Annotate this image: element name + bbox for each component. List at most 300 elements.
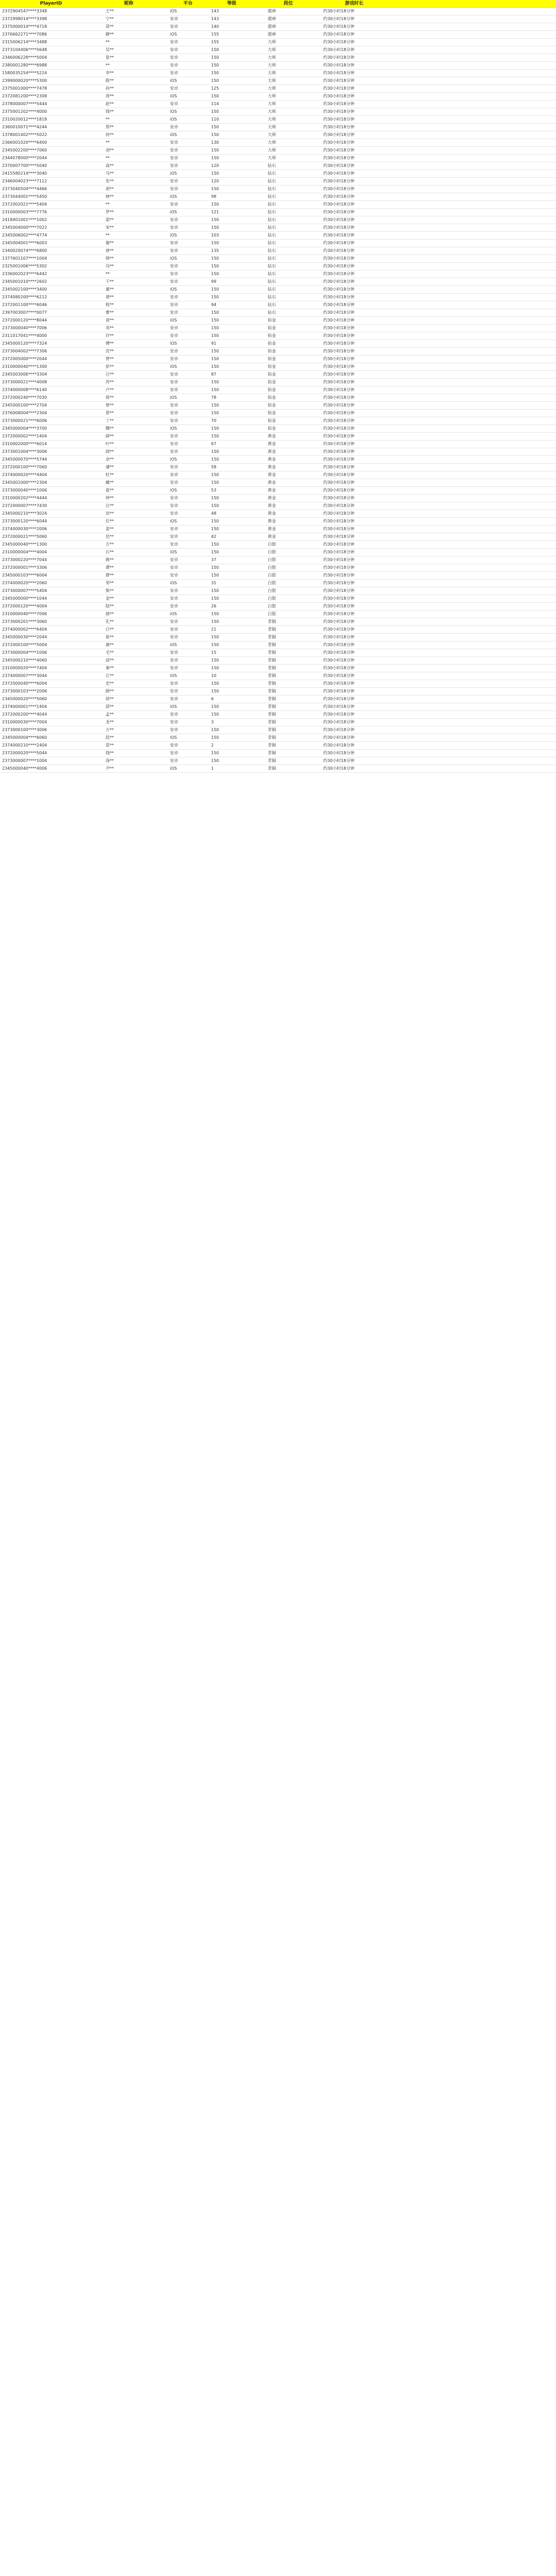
table-cell[interactable]: 青铜 [268, 704, 276, 709]
table-cell[interactable]: 约30小时18分钟 [323, 125, 355, 129]
table-cell[interactable]: 安卓 [170, 511, 178, 516]
table-cell[interactable]: 2374080200****6212 [2, 295, 47, 299]
table-cell[interactable]: iOS [170, 550, 177, 554]
table-cell[interactable]: 约30小时18分钟 [323, 496, 355, 500]
table-cell[interactable]: 约30小时18分钟 [323, 766, 355, 771]
table-cell[interactable]: 2372000020****5044 [2, 751, 47, 755]
table-cell[interactable]: 铂金 [268, 357, 276, 361]
table-cell[interactable]: 安卓 [170, 465, 178, 469]
table-cell[interactable]: 董** [106, 287, 114, 292]
table-cell[interactable]: 103 [211, 233, 219, 238]
table-cell[interactable]: 约30小时18分钟 [323, 302, 355, 307]
table-cell[interactable]: 42 [211, 534, 217, 539]
table-cell[interactable]: 150 [211, 565, 219, 570]
table-cell[interactable]: 冯** [106, 264, 114, 268]
table-cell[interactable]: 安卓 [170, 650, 178, 655]
table-cell[interactable]: 安卓 [170, 503, 178, 508]
table-cell[interactable]: 安卓 [170, 449, 178, 454]
table-cell[interactable]: 蔡** [106, 403, 114, 408]
table-cell[interactable]: 约30小时18分钟 [323, 604, 355, 608]
column-header[interactable]: 段位 [283, 1, 293, 6]
table-cell[interactable]: 万** [106, 727, 114, 732]
table-cell[interactable]: 2374000002****6404 [2, 627, 47, 632]
table-cell[interactable]: 安卓 [170, 604, 178, 608]
table-cell[interactable]: 静** [106, 32, 114, 37]
table-cell[interactable]: 2373044001****5450 [2, 194, 47, 199]
table-cell[interactable]: 陆** [106, 604, 114, 608]
table-cell[interactable]: 2373000220****7044 [2, 557, 47, 562]
table-cell[interactable]: 约30小时18分钟 [323, 55, 355, 60]
table-cell[interactable]: 2372000120****4004 [2, 604, 47, 608]
table-cell[interactable]: 150 [211, 704, 219, 709]
table-cell[interactable]: 孙** [106, 86, 114, 91]
table-cell[interactable]: 安卓 [170, 727, 178, 732]
table-cell[interactable]: 青铜 [268, 720, 276, 724]
table-cell[interactable]: 2373000120****6044 [2, 519, 47, 523]
table-cell[interactable]: 宋** [106, 225, 114, 230]
table-cell[interactable]: 2372000021****5060 [2, 534, 47, 539]
table-cell[interactable]: 2345000210****3024 [2, 511, 47, 516]
column-header[interactable]: 昵称 [124, 1, 133, 6]
table-cell[interactable]: 安卓 [170, 573, 178, 578]
table-cell[interactable]: iOS [170, 457, 177, 462]
table-cell[interactable]: 安卓 [170, 302, 178, 307]
table-cell[interactable]: 87 [211, 372, 217, 377]
table-cell[interactable]: 约30小时18分钟 [323, 132, 355, 137]
table-cell[interactable]: 钻石 [268, 295, 276, 299]
table-cell[interactable]: 2397003007****0077 [2, 310, 47, 315]
table-cell[interactable]: 铂金 [268, 418, 276, 423]
table-cell[interactable]: 2373000040****7006 [2, 326, 47, 330]
table-cell[interactable]: 150 [211, 527, 219, 531]
table-cell[interactable]: 约30小时18分钟 [323, 380, 355, 384]
table-cell[interactable]: 约30小时18分钟 [323, 612, 355, 616]
table-cell[interactable]: 114 [211, 101, 219, 106]
table-cell[interactable]: 94 [211, 302, 217, 307]
table-cell[interactable]: 约30小时18分钟 [323, 565, 355, 570]
table-cell[interactable]: iOS [170, 287, 177, 292]
table-cell[interactable]: 约30小时18分钟 [323, 364, 355, 369]
table-cell[interactable]: 高** [106, 163, 114, 168]
table-cell[interactable]: 黄金 [268, 488, 276, 493]
table-cell[interactable]: 安卓 [170, 588, 178, 593]
table-cell[interactable]: 安卓 [170, 86, 178, 91]
table-cell[interactable]: 150 [211, 326, 219, 330]
table-cell[interactable]: 白银 [268, 581, 276, 585]
table-cell[interactable]: 2315006214****3488 [2, 40, 47, 44]
table-cell[interactable]: 约30小时18分钟 [323, 233, 355, 238]
table-cell[interactable]: 2 [211, 743, 214, 748]
table-cell[interactable]: 安卓 [170, 241, 178, 245]
table-cell[interactable]: 2372000100****7060 [2, 465, 47, 469]
table-cell[interactable]: 2310020012****1818 [2, 117, 47, 122]
table-cell[interactable]: 钱** [106, 109, 114, 114]
table-cell[interactable]: 约30小时18分钟 [323, 534, 355, 539]
table-cell[interactable]: 约30小时18分钟 [323, 581, 355, 585]
table-cell[interactable]: 安卓 [170, 326, 178, 330]
table-cell[interactable]: 潘** [106, 465, 114, 469]
table-cell[interactable]: 150 [211, 457, 219, 462]
table-cell[interactable]: 约30小时18分钟 [323, 187, 355, 191]
table-cell[interactable]: 约30小时18分钟 [323, 109, 355, 114]
table-cell[interactable]: 约30小时18分钟 [323, 472, 355, 477]
table-cell[interactable]: 黄金 [268, 480, 276, 485]
table-cell[interactable]: 约30小时18分钟 [323, 287, 355, 292]
table-cell[interactable]: 约30小时18分钟 [323, 256, 355, 261]
table-cell[interactable]: 2372000200****4044 [2, 712, 47, 717]
table-cell[interactable]: 安卓 [170, 357, 178, 361]
table-cell[interactable]: 丁** [106, 418, 114, 423]
table-cell[interactable]: 150 [211, 94, 219, 98]
table-cell[interactable]: 2310000040****1300 [2, 364, 47, 369]
table-cell[interactable]: 铂金 [268, 403, 276, 408]
table-cell[interactable]: 2374000030****2006 [2, 527, 47, 531]
table-cell[interactable]: 2373104406****5648 [2, 47, 47, 52]
table-cell[interactable]: 2374000020****4404 [2, 472, 47, 477]
table-cell[interactable]: 白银 [268, 588, 276, 593]
table-cell[interactable]: 2345000070****5744 [2, 457, 47, 462]
table-cell[interactable]: 约30小时18分钟 [323, 403, 355, 408]
table-cell[interactable]: 安卓 [170, 527, 178, 531]
table-cell[interactable]: 约30小时18分钟 [323, 727, 355, 732]
table-cell[interactable]: 李** [106, 71, 114, 75]
table-cell[interactable]: 约30小时18分钟 [323, 86, 355, 91]
table-cell[interactable]: iOS [170, 210, 177, 214]
table-cell[interactable]: 田** [106, 511, 114, 516]
table-cell[interactable]: 钻石 [268, 210, 276, 214]
table-cell[interactable]: 安卓 [170, 163, 178, 168]
table-cell[interactable]: 安卓 [170, 187, 178, 191]
table-cell[interactable]: 约30小时18分钟 [323, 248, 355, 253]
table-cell[interactable]: 150 [211, 596, 219, 601]
table-cell[interactable]: 2372081200****2308 [2, 94, 47, 98]
table-cell[interactable]: 约30小时18分钟 [323, 318, 355, 323]
table-cell[interactable]: 铂金 [268, 349, 276, 353]
table-cell[interactable]: 约30小时18分钟 [323, 179, 355, 183]
table-cell[interactable]: 约30小时18分钟 [323, 295, 355, 299]
table-cell[interactable]: iOS [170, 78, 177, 83]
table-cell[interactable]: 110 [211, 117, 219, 122]
table-cell[interactable]: 钻石 [268, 233, 276, 238]
table-cell[interactable]: 安卓 [170, 472, 178, 477]
table-cell[interactable]: 曹** [106, 310, 114, 315]
table-cell[interactable]: 2374000001****1404 [2, 704, 47, 709]
table-cell[interactable]: 2372998014****3398 [2, 16, 47, 21]
table-cell[interactable]: 约30小时18分钟 [323, 658, 355, 663]
table-cell[interactable]: 夏** [106, 488, 114, 493]
table-cell[interactable]: 约30小时18分钟 [323, 372, 355, 377]
table-cell[interactable]: 黄金 [268, 457, 276, 462]
table-cell[interactable]: 傅** [106, 341, 114, 346]
table-cell[interactable]: 大师 [268, 101, 276, 106]
table-cell[interactable]: 萧** [106, 295, 114, 299]
table-cell[interactable]: 安卓 [170, 403, 178, 408]
table-cell[interactable]: 2373000007****5404 [2, 588, 47, 593]
table-cell[interactable]: 金** [106, 596, 114, 601]
table-cell[interactable]: 安卓 [170, 71, 178, 75]
table-cell[interactable]: 约30小时18分钟 [323, 542, 355, 547]
table-cell[interactable]: 155 [211, 32, 219, 37]
table-cell[interactable]: 彭** [106, 364, 114, 369]
table-cell[interactable]: 青铜 [268, 766, 276, 771]
table-cell[interactable]: 安卓 [170, 101, 178, 106]
table-cell[interactable]: 青铜 [268, 735, 276, 740]
table-cell[interactable]: 2415580214****3040 [2, 171, 47, 176]
column-header[interactable]: 游戏时长 [344, 1, 363, 6]
table-cell[interactable]: 马** [106, 171, 114, 176]
table-cell[interactable]: 70 [211, 418, 217, 423]
table-cell[interactable]: 廖** [106, 573, 114, 578]
table-cell[interactable]: iOS [170, 341, 177, 346]
table-cell[interactable]: 2346004023****7112 [2, 179, 47, 183]
table-cell[interactable]: 黄金 [268, 503, 276, 508]
table-cell[interactable]: 约30小时18分钟 [323, 650, 355, 655]
table-cell[interactable]: 石** [106, 550, 114, 554]
table-cell[interactable]: 约30小时18分钟 [323, 279, 355, 284]
table-cell[interactable]: 150 [211, 364, 219, 369]
table-cell[interactable]: 150 [211, 619, 219, 624]
table-cell[interactable]: 黄金 [268, 511, 276, 516]
table-cell[interactable]: 2310000040****7006 [2, 612, 47, 616]
table-cell[interactable]: iOS [170, 9, 177, 13]
table-cell[interactable]: 白银 [268, 604, 276, 608]
table-cell[interactable]: 铂金 [268, 364, 276, 369]
table-cell[interactable]: 张** [106, 55, 114, 60]
table-cell[interactable]: 2310000003****7776 [2, 210, 47, 214]
table-cell[interactable]: 2310000030****7004 [2, 720, 47, 724]
table-cell[interactable]: 铂金 [268, 341, 276, 346]
table-cell[interactable]: 15 [211, 650, 217, 655]
table-cell[interactable]: 约30小时18分钟 [323, 241, 355, 245]
table-cell[interactable]: 约30小时18分钟 [323, 395, 355, 400]
table-cell[interactable]: 21 [211, 627, 217, 632]
table-cell[interactable]: 姚** [106, 557, 114, 562]
table-cell[interactable]: 约30小时18分钟 [323, 596, 355, 601]
table-cell[interactable]: 2373004002****7306 [2, 349, 47, 353]
table-cell[interactable]: 雷** [106, 743, 114, 748]
table-cell[interactable]: 安卓 [170, 140, 178, 145]
table-cell[interactable]: 安卓 [170, 264, 178, 268]
table-cell[interactable]: 安卓 [170, 387, 178, 392]
table-cell[interactable]: 150 [211, 689, 219, 693]
table-cell[interactable]: 约30小时18分钟 [323, 519, 355, 523]
table-cell[interactable]: 约30小时18分钟 [323, 527, 355, 531]
table-cell[interactable]: 150 [211, 727, 219, 732]
table-cell[interactable]: 约30小时18分钟 [323, 480, 355, 485]
table-cell[interactable]: 约30小时18分钟 [323, 16, 355, 21]
table-cell[interactable]: 林** [106, 194, 114, 199]
table-cell[interactable]: 2345000040****4006 [2, 766, 47, 771]
table-cell[interactable]: 2345004000****7022 [2, 225, 47, 230]
table-cell[interactable]: 郝** [106, 612, 114, 616]
table-cell[interactable]: 150 [211, 519, 219, 523]
table-cell[interactable]: 3 [211, 720, 214, 724]
table-cell[interactable]: 约30小时18分钟 [323, 411, 355, 415]
table-cell[interactable]: 2372000001****3306 [2, 565, 47, 570]
table-cell[interactable]: 135 [211, 248, 219, 253]
table-cell[interactable]: 130 [211, 140, 219, 145]
table-cell[interactable]: 安卓 [170, 411, 178, 415]
table-cell[interactable]: 约30小时18分钟 [323, 426, 355, 431]
table-cell[interactable]: 2310000202****4444 [2, 496, 47, 500]
table-cell[interactable]: 约30小时18分钟 [323, 9, 355, 13]
table-cell[interactable]: 2345000100****2704 [2, 403, 47, 408]
table-cell[interactable]: 150 [211, 658, 219, 663]
table-cell[interactable]: 150 [211, 349, 219, 353]
table-cell[interactable]: 安卓 [170, 217, 178, 222]
table-cell[interactable]: 2373001004****3006 [2, 449, 47, 454]
table-cell[interactable]: 2374000020****2060 [2, 581, 47, 585]
table-cell[interactable]: 铂金 [268, 395, 276, 400]
table-cell[interactable]: 150 [211, 434, 219, 438]
table-cell[interactable]: 约30小时18分钟 [323, 434, 355, 438]
table-cell[interactable]: 约30小时18分钟 [323, 550, 355, 554]
table-cell[interactable]: 约30小时18分钟 [323, 712, 355, 717]
table-cell[interactable]: 31 [211, 581, 217, 585]
column-header[interactable]: 等级 [227, 1, 236, 6]
table-cell[interactable]: 约30小时18分钟 [323, 117, 355, 122]
table-cell[interactable]: 2373000021****6006 [2, 418, 47, 423]
table-cell[interactable]: 150 [211, 333, 219, 338]
table-cell[interactable]: iOS [170, 109, 177, 114]
table-cell[interactable]: 安卓 [170, 55, 178, 60]
table-cell[interactable]: 安卓 [170, 480, 178, 485]
table-cell[interactable]: 2399000020****5300 [2, 78, 47, 83]
table-cell[interactable]: 梁** [106, 217, 114, 222]
column-header[interactable]: 平台 [183, 1, 193, 6]
table-cell[interactable]: 邱** [106, 658, 114, 663]
table-cell[interactable]: 宁** [106, 16, 114, 21]
table-cell[interactable]: 约30小时18分钟 [323, 743, 355, 748]
table-cell[interactable]: 蒋** [106, 395, 114, 400]
table-cell[interactable]: 郑** [106, 125, 114, 129]
table-cell[interactable]: 钻石 [268, 194, 276, 199]
table-cell[interactable]: 1580035254****5224 [2, 71, 47, 75]
table-cell[interactable]: 大师 [268, 117, 276, 122]
table-cell[interactable]: 150 [211, 666, 219, 670]
table-cell[interactable]: 150 [211, 758, 219, 763]
table-cell[interactable]: 白银 [268, 612, 276, 616]
table-cell[interactable]: iOS [170, 194, 177, 199]
table-cell[interactable]: 铂金 [268, 411, 276, 415]
table-cell[interactable]: 121 [211, 210, 219, 214]
table-cell[interactable]: 安卓 [170, 148, 178, 152]
table-cell[interactable]: 37 [211, 557, 217, 562]
table-cell[interactable]: 白银 [268, 542, 276, 547]
table-cell[interactable]: 150 [211, 318, 219, 323]
column-header[interactable]: PlayerID [40, 1, 62, 6]
table-cell[interactable]: 2372000100****5004 [2, 642, 47, 647]
table-cell[interactable]: iOS [170, 171, 177, 176]
table-cell[interactable]: 150 [211, 503, 219, 508]
table-cell[interactable]: 150 [211, 287, 219, 292]
table-cell[interactable]: 何** [106, 132, 114, 137]
table-cell[interactable]: 安卓 [170, 596, 178, 601]
table-cell[interactable]: 安卓 [170, 349, 178, 353]
table-cell[interactable]: 秦** [106, 666, 114, 670]
table-cell[interactable]: 白银 [268, 565, 276, 570]
table-cell[interactable]: 安卓 [170, 372, 178, 377]
table-cell[interactable]: 魏** [106, 426, 114, 431]
table-cell[interactable]: 安卓 [170, 619, 178, 624]
table-cell[interactable]: 青铜 [268, 642, 276, 647]
table-cell[interactable]: 安卓 [170, 635, 178, 639]
table-cell[interactable]: 铂金 [268, 387, 276, 392]
table-cell[interactable]: 150 [211, 241, 219, 245]
table-cell[interactable]: 哥** [106, 24, 114, 29]
table-cell[interactable]: iOS [170, 318, 177, 323]
table-cell[interactable]: 谭** [106, 565, 114, 570]
table-cell[interactable]: 铂金 [268, 380, 276, 384]
table-cell[interactable]: 钻石 [268, 248, 276, 253]
table-cell[interactable]: 2375000014****4718 [2, 24, 47, 29]
table-cell[interactable]: 安卓 [170, 557, 178, 562]
table-cell[interactable]: 2380001280****6988 [2, 63, 47, 67]
table-cell[interactable]: 26 [211, 604, 217, 608]
table-cell[interactable]: 安卓 [170, 156, 178, 160]
table-cell[interactable]: 钻石 [268, 202, 276, 207]
table-cell[interactable]: 150 [211, 588, 219, 593]
table-cell[interactable]: 安卓 [170, 542, 178, 547]
table-cell[interactable]: 2310000020****7404 [2, 666, 47, 670]
table-cell[interactable]: 袁** [106, 318, 114, 323]
table-cell[interactable]: 150 [211, 411, 219, 415]
table-cell[interactable]: 汪** [106, 503, 114, 508]
table-cell[interactable]: 青铜 [268, 727, 276, 732]
table-cell[interactable]: 安卓 [170, 720, 178, 724]
table-cell[interactable]: 约30小时18分钟 [323, 357, 355, 361]
table-cell[interactable]: 2345002100****3400 [2, 287, 47, 292]
table-cell[interactable]: 钻石 [268, 187, 276, 191]
table-cell[interactable]: 约30小时18分钟 [323, 341, 355, 346]
table-cell[interactable]: 约30小时18分钟 [323, 333, 355, 338]
table-cell[interactable]: 2345000120****7324 [2, 341, 47, 346]
table-cell[interactable]: 150 [211, 380, 219, 384]
table-cell[interactable]: ** [106, 202, 110, 207]
table-cell[interactable]: 大师 [268, 156, 276, 160]
table-cell[interactable]: 钻石 [268, 279, 276, 284]
table-cell[interactable]: 安卓 [170, 179, 178, 183]
table-cell[interactable]: 康** [106, 642, 114, 647]
table-cell[interactable]: 大师 [268, 47, 276, 52]
table-cell[interactable]: 143 [211, 16, 219, 21]
table-cell[interactable]: 58 [211, 465, 217, 469]
table-cell[interactable]: 铂金 [268, 318, 276, 323]
table-cell[interactable]: 约30小时18分钟 [323, 588, 355, 593]
table-cell[interactable]: 2344078000****2044 [2, 156, 47, 160]
table-cell[interactable]: 安卓 [170, 202, 178, 207]
table-cell[interactable]: 青铜 [268, 751, 276, 755]
table-cell[interactable]: 约30小时18分钟 [323, 272, 355, 276]
table-cell[interactable]: 150 [211, 264, 219, 268]
table-cell[interactable]: 大师 [268, 40, 276, 44]
table-cell[interactable]: 钻石 [268, 163, 276, 168]
table-cell[interactable]: 黄金 [268, 449, 276, 454]
table-cell[interactable]: 150 [211, 542, 219, 547]
table-cell[interactable]: 150 [211, 78, 219, 83]
table-cell[interactable]: 2376008004****2304 [2, 411, 47, 415]
table-cell[interactable]: 安卓 [170, 418, 178, 423]
table-cell[interactable]: 尹** [106, 766, 114, 771]
table-cell[interactable]: 约30小时18分钟 [323, 503, 355, 508]
table-cell[interactable]: 150 [211, 125, 219, 129]
table-cell[interactable]: 戴** [106, 480, 114, 485]
table-cell[interactable]: 青铜 [268, 627, 276, 632]
table-cell[interactable]: 钻石 [268, 272, 276, 276]
table-cell[interactable]: 许** [106, 333, 114, 338]
table-cell[interactable]: 约30小时18分钟 [323, 47, 355, 52]
table-cell[interactable]: 黄金 [268, 472, 276, 477]
